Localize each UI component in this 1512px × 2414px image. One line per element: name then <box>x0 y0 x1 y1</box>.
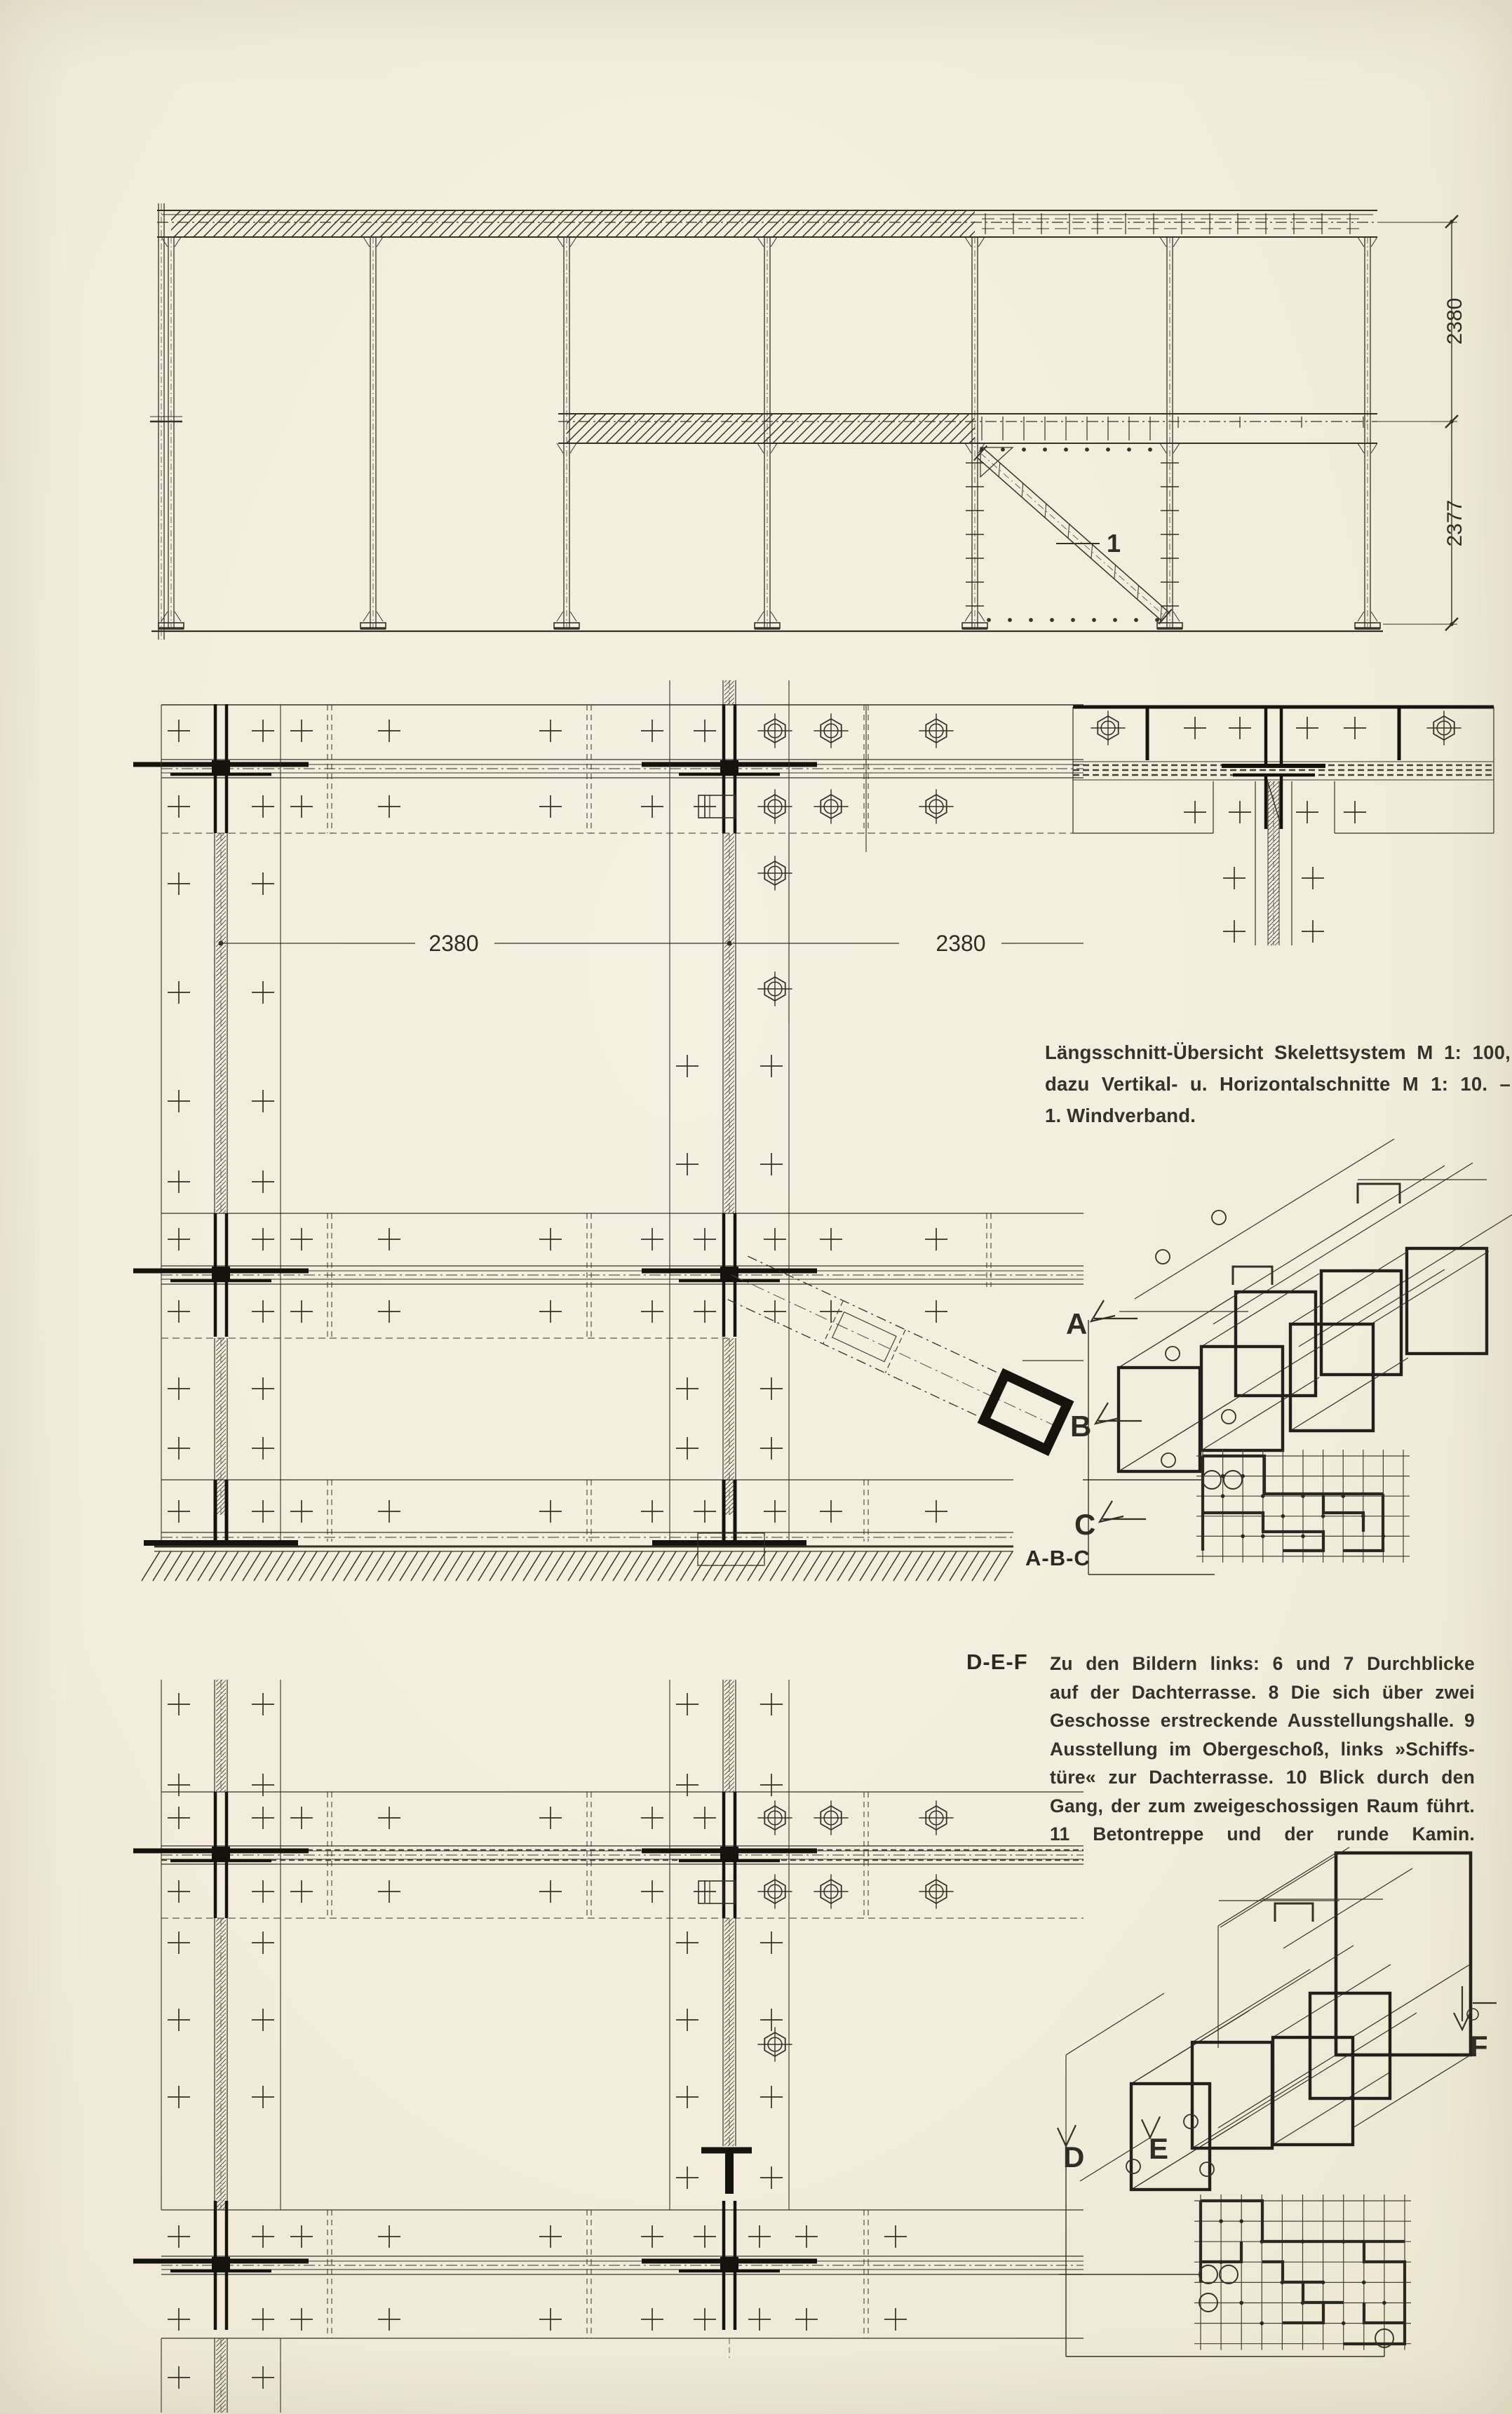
caption-line: Ausstellung im Obergeschoß, links »Schiffs- <box>1050 1738 1475 1760</box>
vertical-section-def-detail-drawing <box>140 1606 1094 2414</box>
caption-line: auf der Dachterrasse. 8 Die sich über zwei <box>1050 1681 1475 1703</box>
caption-line: Zu den Bildern links: 6 und 7 Durchblicke <box>1050 1653 1475 1674</box>
caption-skeleton-system <box>1045 1037 1511 1131</box>
wind-brace-number: 1 <box>1107 529 1121 558</box>
caption-line: Längsschnitt-Übersicht Skelettsystem M 1: 100, <box>1045 1041 1511 1063</box>
section-marker-a: A <box>1066 1307 1088 1340</box>
caption-line: 11 Betontreppe und der runde Kamin. <box>1050 1823 1475 1845</box>
vertical-section-abc-detail-drawing <box>140 673 1094 1585</box>
corner-junction-detail-drawing <box>1045 645 1512 947</box>
section-marker-b: B <box>1070 1410 1092 1443</box>
dim-label-2380-right: 2380 <box>936 931 986 956</box>
caption-line: türe« zur Dachterrasse. 10 Blick durch den <box>1050 1767 1475 1788</box>
dim-label-2377: 2377 <box>1443 499 1466 547</box>
section-marker-f: F <box>1470 2030 1488 2063</box>
caption-line: 1. Windverband. <box>1045 1105 1196 1126</box>
longitudinal-section-drawing <box>140 182 1512 673</box>
section-label-abc: A-B-C <box>1025 1546 1091 1570</box>
section-label-def: D-E-F <box>966 1650 1028 1674</box>
axonometric-def-diagram <box>1052 1838 1512 2414</box>
caption-line: dazu Vertikal- u. Horizontalschnitte M 1: 10. – <box>1045 1073 1511 1095</box>
section-marker-e: E <box>1149 2132 1169 2165</box>
caption-picture-notes <box>1050 1650 1475 1849</box>
section-marker-d: D <box>1063 2140 1085 2173</box>
section-marker-c: C <box>1074 1508 1096 1541</box>
caption-line: Geschosse erstreckende Ausstellungshalle. 9 <box>1050 1710 1475 1731</box>
axonometric-abc-diagram <box>1052 1136 1512 1592</box>
dim-label-2380: 2380 <box>1443 297 1466 345</box>
dim-label-2380-left: 2380 <box>428 931 479 956</box>
caption-line: Gang, der zum zweigeschossigen Raum führt. <box>1050 1795 1475 1816</box>
